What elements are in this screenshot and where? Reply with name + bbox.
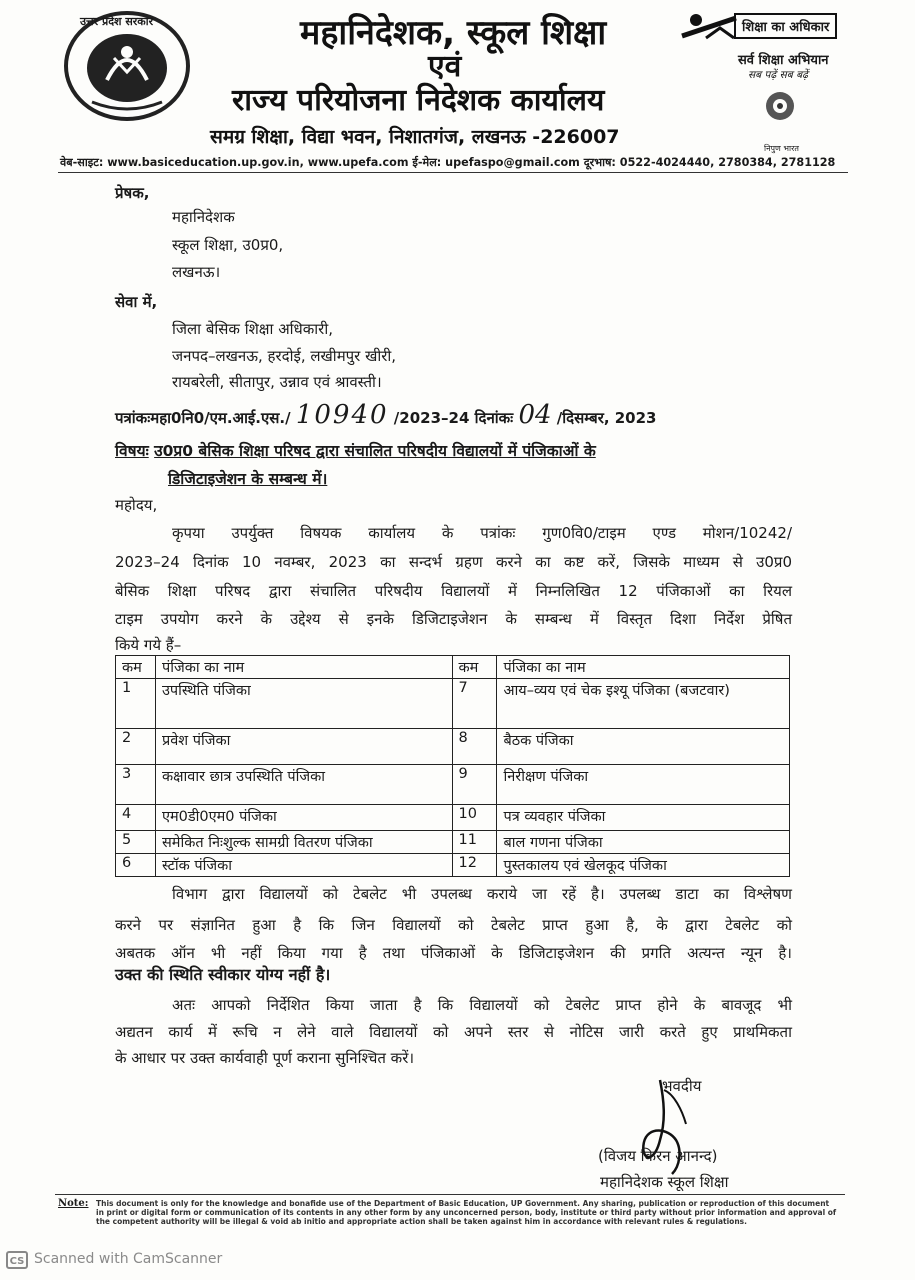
sender-line: स्कूल शिक्षा, उ0प्र0, bbox=[172, 236, 284, 254]
signatory-designation: महानिदेशक स्कूल शिक्षा bbox=[600, 1173, 729, 1191]
logo-text: उत्तर प्रदेश सरकार bbox=[80, 15, 154, 28]
camscanner-watermark: Scanned with CamScanner bbox=[34, 1251, 223, 1267]
register-table bbox=[115, 655, 790, 877]
para3-line: अद्यतन कार्य में रूचि न लेने वाले विद्यालयों को अपने स्तर से नोटिस जारी करते हुए प्राथमिकता bbox=[115, 1023, 792, 1041]
table-cell: 12 bbox=[452, 854, 497, 877]
header-address: समग्र शिक्षा, विद्या भवन, निशातगंज, लखनऊ -226007 bbox=[210, 126, 620, 148]
header-title-line2: एवं bbox=[428, 49, 462, 84]
closing: भवदीय bbox=[662, 1077, 702, 1095]
table-header-row bbox=[116, 656, 790, 679]
sender-line: लखनऊ। bbox=[172, 263, 221, 281]
nipun-bharat-logo bbox=[754, 88, 806, 128]
footer-divider bbox=[55, 1194, 845, 1195]
para1-line: टाइम उपयोग करने के उद्देश्य से इनके डिजिटाइजेशन के सम्बन्ध में विस्तृत दिशा निर्देश प्रेषित bbox=[115, 610, 792, 628]
table-cell: 9 bbox=[452, 765, 497, 805]
header-cell: कम bbox=[116, 656, 156, 679]
recipient-line: जनपद–लखनऊ, हरदोई, लखीमपुर खीरी, bbox=[172, 347, 397, 365]
table-cell: 2 bbox=[116, 729, 156, 765]
table-cell: पुस्तकालय एवं खेलकूद पंजिका bbox=[497, 854, 790, 877]
table-row bbox=[116, 679, 790, 729]
table-cell: पत्र व्यवहार पंजिका bbox=[497, 805, 790, 831]
sender-label: प्रेषक, bbox=[115, 184, 150, 202]
table-cell: समेकित निःशुल्क सामग्री वितरण पंजिका bbox=[155, 831, 452, 854]
table-cell: प्रवेश पंजिका bbox=[155, 729, 452, 765]
para2-line: करने पर संज्ञानित हुआ है कि जिन विद्यालयों को टेबलेट प्राप्त हुआ है, के द्वारा टेबलेट को bbox=[115, 916, 792, 934]
table-cell: 7 bbox=[452, 679, 497, 729]
header-cell: पंजिका का नाम bbox=[497, 656, 790, 679]
table-row bbox=[116, 765, 790, 805]
header-contacts: वेब-साइट: www.basiceducation.up.gov.in, www.upefa.com ई-मेल: upefaspo@gmail.com दूरभाष: 0522-4024440, 2780384, 2781128 bbox=[60, 156, 836, 169]
table-cell: बैठक पंजिका bbox=[497, 729, 790, 765]
signatory-name: (विजय किरन आनन्द) bbox=[598, 1147, 718, 1165]
reference-day: 04 bbox=[518, 400, 552, 430]
subject-label: विषयः bbox=[115, 442, 149, 460]
header-divider bbox=[58, 172, 848, 173]
para2-line: अबतक ऑन भी नहीं किया गया है तथा पंजिकाओं के डिजिटाइजेशन की प्रगति अत्यन्त न्यून है। bbox=[115, 944, 792, 962]
sender-line: महानिदेशक bbox=[172, 208, 235, 226]
table-cell: 4 bbox=[116, 805, 156, 831]
para1-line: किये गये हैं– bbox=[115, 636, 182, 654]
rte-label: शिक्षा का अधिकार bbox=[734, 13, 837, 39]
reference-number: 10940 bbox=[295, 400, 389, 430]
table-cell: 5 bbox=[116, 831, 156, 854]
reference-suffix: /दिसम्बर, 2023 bbox=[556, 409, 657, 427]
header-title-line1: महानिदेशक, स्कूल शिक्षा bbox=[300, 13, 607, 53]
reference-mid: /2023–24 दिनांकः bbox=[393, 409, 514, 427]
table-cell: 3 bbox=[116, 765, 156, 805]
ssa-title: सर्व शिक्षा अभियान bbox=[738, 53, 829, 68]
para1-line: बेसिक शिक्षा परिषद द्वारा संचालित परिषदीय विद्यालयों में निम्नलिखित 12 पंजिकाओं का रियल bbox=[115, 582, 792, 600]
table-cell: 10 bbox=[452, 805, 497, 831]
camscanner-icon: CS bbox=[6, 1251, 28, 1269]
para3-line: अतः आपको निर्देशित किया जाता है कि विद्यालयों को टेबलेट प्राप्त होने के बावजूद भी bbox=[172, 996, 792, 1014]
table-row bbox=[116, 805, 790, 831]
table-cell: स्टॉक पंजिका bbox=[155, 854, 452, 877]
table-row bbox=[116, 729, 790, 765]
table-cell: 8 bbox=[452, 729, 497, 765]
rte-logo bbox=[676, 10, 886, 44]
table-row bbox=[116, 854, 790, 877]
para2-bold: उक्त की स्थिति स्वीकार योग्य नहीं है। bbox=[115, 965, 331, 984]
table-cell: 11 bbox=[452, 831, 497, 854]
recipient-label: सेवा में, bbox=[115, 293, 158, 311]
ssa-tagline: सब पढ़ें सब बढ़ें bbox=[748, 69, 808, 81]
table-cell: उपस्थिति पंजिका bbox=[155, 679, 452, 729]
table-cell: कक्षावार छात्र उपस्थिति पंजिका bbox=[155, 765, 452, 805]
table-cell: बाल गणना पंजिका bbox=[497, 831, 790, 854]
para1-line: 2023–24 दिनांक 10 नवम्बर, 2023 का सन्दर्भ ग्रहण करने का कष्ट करें, जिसके माध्यम से उ0प्र0 bbox=[115, 553, 792, 571]
table-cell: 1 bbox=[116, 679, 156, 729]
recipient-line: रायबरेली, सीतापुर, उन्नाव एवं श्रावस्ती। bbox=[172, 373, 382, 391]
salutation: महोदय, bbox=[115, 496, 158, 514]
header-cell: पंजिका का नाम bbox=[155, 656, 452, 679]
table-cell: आय–व्यय एवं चेक इश्यू पंजिका (बजटवार) bbox=[497, 679, 790, 729]
header-cell: कम bbox=[452, 656, 497, 679]
para3-line: के आधार पर उक्त कार्यवाही पूर्ण कराना सुनिश्चित करें। bbox=[115, 1049, 415, 1067]
subject-line1 bbox=[115, 439, 596, 461]
footer-note-text: This document is only for the knowledge and bonafide use of the Department of Basic Education, UP Government. Any sharing, publication or reproduction of this document in print or digital form or communication of its contents in any other form by any unconcerned person, body, institute or third party without prior information and approval of the competent authority will be illegal & void ab initio and appropriate action shall be taken against him in accordance with relevant rules & regulations. bbox=[96, 1199, 837, 1226]
reference-line bbox=[115, 400, 657, 430]
para1-line: कृपया उपर्युक्त विषयक कार्यालय के पत्रांकः गुण0वि0/टाइम एण्ड मोशन/10242/ bbox=[172, 524, 792, 542]
footer-note-label: Note: bbox=[58, 1198, 89, 1209]
subject-line2: डिजिटाइजेशन के सम्बन्ध में। bbox=[168, 470, 328, 488]
subject-text: उ0प्र0 बेसिक शिक्षा परिषद द्वारा संचालित परिषदीय विद्यालयों में पंजिकाओं के bbox=[154, 442, 596, 460]
header-title-line3: राज्य परियोजना निदेशक कार्यालय bbox=[232, 83, 605, 118]
table-cell: एम0डी0एम0 पंजिका bbox=[155, 805, 452, 831]
table-cell: 6 bbox=[116, 854, 156, 877]
table-cell: निरीक्षण पंजिका bbox=[497, 765, 790, 805]
nipun-label: निपुण भारत bbox=[764, 144, 799, 153]
para2-line: विभाग द्वारा विद्यालयों को टेबलेट भी उपलब्ध कराये जा रहें है। उपलब्ध डाटा का विश्लेषण bbox=[172, 885, 792, 903]
reference-prefix: पत्रांकःमहा0नि0/एम.आई.एस./ bbox=[115, 409, 291, 427]
table-row bbox=[116, 831, 790, 854]
recipient-line: जिला बेसिक शिक्षा अधिकारी, bbox=[172, 320, 333, 338]
